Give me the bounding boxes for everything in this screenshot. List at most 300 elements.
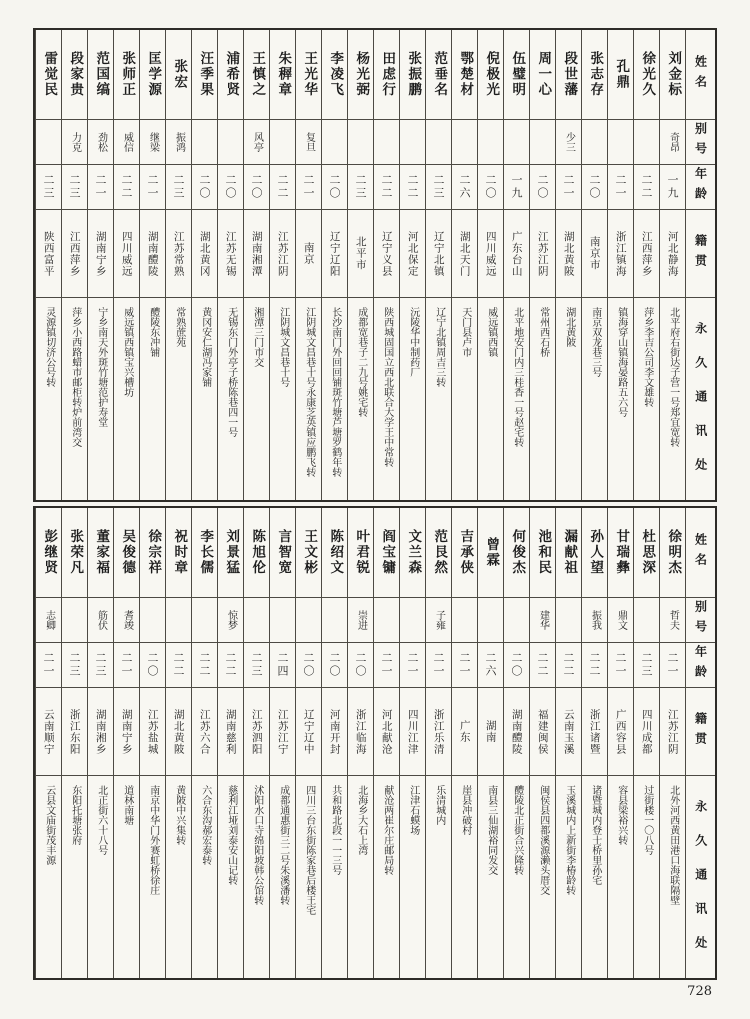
- entry-column: [139, 30, 165, 500]
- entry-alias: 子雍: [426, 598, 451, 643]
- entry-native: 福建闽侯: [530, 688, 555, 776]
- entry-name: 段家贵: [62, 30, 87, 120]
- entry-age: 二〇: [140, 643, 165, 688]
- entry-native: 湖北黄冈: [192, 210, 217, 298]
- entry-alias: 振我: [582, 598, 607, 643]
- entry-name: 李凌飞: [322, 30, 347, 120]
- entry-column: [295, 30, 321, 500]
- entry-age: 二二: [166, 643, 191, 688]
- entry-name: 孙人望: [582, 508, 607, 598]
- entry-alias: [634, 120, 659, 165]
- entry-address: 常州西石桥: [537, 307, 549, 357]
- entry-native: 辽宁辽中: [296, 688, 321, 776]
- entry-age: 二二: [400, 165, 425, 210]
- entry-native: 南京市: [582, 210, 607, 298]
- entry-column: [35, 508, 61, 978]
- entry-age: 二一: [374, 643, 399, 688]
- entry-column: [425, 508, 451, 978]
- entry-column: [61, 508, 87, 978]
- entry-native: 湖南宁乡: [88, 210, 113, 298]
- entry-alias: [426, 120, 451, 165]
- header-name: 姓名: [686, 508, 715, 598]
- entry-alias: [270, 598, 295, 643]
- entry-name: 王慎之: [244, 30, 269, 120]
- entry-address: 镇海穿山镇海晏路五六号: [615, 307, 627, 417]
- entry-native: 湖南醴陵: [140, 210, 165, 298]
- entry-native: 河南开封: [322, 688, 347, 776]
- entry-address: 威远镇西镇: [485, 307, 497, 357]
- entry-name: 吴俊德: [114, 508, 139, 598]
- entry-native: 辽宁义县: [374, 210, 399, 298]
- entry-alias: [36, 120, 61, 165]
- entry-column: [581, 30, 607, 500]
- entry-age: 二一: [426, 643, 451, 688]
- entry-address: 乐清城内: [433, 785, 445, 825]
- entry-column: [581, 508, 607, 978]
- entry-alias: [400, 120, 425, 165]
- entry-age: 二〇: [322, 165, 347, 210]
- entry-column: [529, 30, 555, 500]
- entry-column: [217, 30, 243, 500]
- entry-alias: [244, 598, 269, 643]
- entry-native: 广东台山: [504, 210, 529, 298]
- entry-age: 二六: [478, 643, 503, 688]
- entry-column: [191, 508, 217, 978]
- entry-age: 二一: [296, 165, 321, 210]
- entry-address: 江津石蟆场: [407, 785, 419, 835]
- entry-column: [503, 508, 529, 978]
- page-number: 728: [687, 984, 712, 999]
- entry-native: 河北献沧: [374, 688, 399, 776]
- entry-alias: 劲松: [88, 120, 113, 165]
- entry-name: 匡学源: [140, 30, 165, 120]
- entry-native: 江西萍乡: [634, 210, 659, 298]
- entry-alias: [452, 598, 477, 643]
- entry-alias: [504, 120, 529, 165]
- entry-name: 孔鼎: [608, 30, 633, 120]
- entry-column: [113, 30, 139, 500]
- entry-address: 天门县卢市: [459, 307, 471, 357]
- entry-native: 江苏江阴: [660, 688, 685, 776]
- entry-age: 二〇: [192, 165, 217, 210]
- entry-native: 辽宁北镇: [426, 210, 451, 298]
- entry-native: 浙江乐清: [426, 688, 451, 776]
- entry-native: 江西萍乡: [62, 210, 87, 298]
- entry-native: 浙江诸暨: [582, 688, 607, 776]
- entry-name: 张荣凡: [62, 508, 87, 598]
- entry-address: 湖北黄陂: [563, 307, 575, 347]
- entry-column: [477, 30, 503, 500]
- entry-alias: 耆竣: [114, 598, 139, 643]
- entry-native: 云南玉溪: [556, 688, 581, 776]
- entry-address: 醴陵北正街合兴隆转: [511, 785, 523, 875]
- entry-native: 四川成都: [634, 688, 659, 776]
- entry-native: 江苏江宁: [270, 688, 295, 776]
- entry-age: 二三: [634, 643, 659, 688]
- entry-column: [555, 508, 581, 978]
- entry-alias: [478, 120, 503, 165]
- entry-name: 张宏: [166, 30, 191, 120]
- entry-column: [269, 30, 295, 500]
- entry-address: 北正街六十八号: [95, 785, 107, 855]
- entry-age: 二〇: [530, 165, 555, 210]
- entry-native: 四川威远: [114, 210, 139, 298]
- entry-address: 无锡东门外亭子桥陈巷四一号: [225, 307, 237, 437]
- entry-column: [139, 508, 165, 978]
- entry-age: 二一: [452, 643, 477, 688]
- entry-age: 二〇: [218, 165, 243, 210]
- entry-native: 云南顺宁: [36, 688, 61, 776]
- entry-age: 二一: [114, 643, 139, 688]
- entry-column: [347, 508, 373, 978]
- entry-native: 四川江津: [400, 688, 425, 776]
- entry-alias: [218, 120, 243, 165]
- entry-native: 江苏无锡: [218, 210, 243, 298]
- entry-name: 范艮然: [426, 508, 451, 598]
- entry-age: 二三: [426, 165, 451, 210]
- entry-address: 诸暨城内登士桥里孙宅: [589, 785, 601, 885]
- entry-age: 二二: [270, 165, 295, 210]
- entry-address: 沭阳水口寺绵阳坡韩公馆转: [251, 785, 263, 905]
- entry-column: [633, 30, 659, 500]
- entry-name: 王文彬: [296, 508, 321, 598]
- entry-native: 江苏六合: [192, 688, 217, 776]
- entry-column: [607, 508, 633, 978]
- entry-age: 二〇: [504, 643, 529, 688]
- header-native: 籍贯: [686, 688, 715, 776]
- entry-alias: [530, 120, 555, 165]
- entry-age: 二二: [634, 165, 659, 210]
- header-alias: 别号: [686, 598, 715, 643]
- entry-native: 湖南: [478, 688, 503, 776]
- entry-name: 田虑行: [374, 30, 399, 120]
- entry-column: [165, 30, 191, 500]
- entry-name: 杜思深: [634, 508, 659, 598]
- entry-name: 甘瑞彝: [608, 508, 633, 598]
- entry-address: 六合东沟郝宏泰转: [199, 785, 211, 865]
- entry-age: 二二: [114, 165, 139, 210]
- entry-age: 二一: [608, 643, 633, 688]
- entry-age: 一九: [504, 165, 529, 210]
- entry-alias: [478, 598, 503, 643]
- entry-column: [321, 508, 347, 978]
- entry-name: 吉承侠: [452, 508, 477, 598]
- entry-address: 崖县冲破村: [459, 785, 471, 835]
- entry-native: 河北静海: [660, 210, 685, 298]
- entry-name: 张振鹏: [400, 30, 425, 120]
- entry-column: [659, 508, 685, 978]
- register-table-bottom: [33, 506, 717, 980]
- entry-address: 湘潭三门市交: [251, 307, 263, 367]
- entry-alias: 威信: [114, 120, 139, 165]
- entry-native: 河北保定: [400, 210, 425, 298]
- entry-alias: 力克: [62, 120, 87, 165]
- entry-alias: [400, 598, 425, 643]
- entry-native: 湖北天门: [452, 210, 477, 298]
- entry-column: [113, 508, 139, 978]
- entry-age: 二六: [452, 165, 477, 210]
- entry-alias: [452, 120, 477, 165]
- entry-name: 文兰森: [400, 508, 425, 598]
- entry-alias: 惊梦: [218, 598, 243, 643]
- entry-alias: [322, 120, 347, 165]
- entry-native: 江苏盐城: [140, 688, 165, 776]
- entry-address: 北平府右街达子营一号郑宜宽转: [667, 307, 679, 447]
- entry-native: 湖南醴陵: [504, 688, 529, 776]
- entry-native: 湖南湘潭: [244, 210, 269, 298]
- entry-name: 周一心: [530, 30, 555, 120]
- entry-name: 杨光弼: [348, 30, 373, 120]
- entry-alias: [62, 598, 87, 643]
- entry-column: [61, 30, 87, 500]
- entry-native: 南京: [296, 210, 321, 298]
- entry-column: [451, 30, 477, 500]
- entry-name: 鄂楚材: [452, 30, 477, 120]
- entry-name: 雷觉民: [36, 30, 61, 120]
- entry-native: 湖北黄陂: [166, 688, 191, 776]
- entry-age: 二三: [244, 643, 269, 688]
- entry-column: [399, 508, 425, 978]
- entry-column: [165, 508, 191, 978]
- entry-column: [633, 508, 659, 978]
- entry-address: 长沙南门外回回铺斑竹塘芦塘罗鹤年转: [329, 307, 341, 477]
- entry-column: [503, 30, 529, 500]
- entry-age: 二一: [140, 165, 165, 210]
- entry-address: 北海乡大石上湾: [355, 785, 367, 855]
- entry-name: 言智宽: [270, 508, 295, 598]
- entry-column: [243, 30, 269, 500]
- entry-alias: [192, 120, 217, 165]
- entry-native: 陕西富平: [36, 210, 61, 298]
- entry-alias: [374, 120, 399, 165]
- entry-column: [295, 508, 321, 978]
- entry-address: 宁乡南天外斑竹塘范护寿堂: [95, 307, 107, 427]
- entry-address: 醴陵东冲铺: [147, 307, 159, 357]
- entry-native: 湖南宁乡: [114, 688, 139, 776]
- entry-name: 倪极光: [478, 30, 503, 120]
- entry-native: 浙江东阳: [62, 688, 87, 776]
- entry-alias: [166, 598, 191, 643]
- entry-native: 四川威远: [478, 210, 503, 298]
- entry-column: [373, 30, 399, 500]
- entry-age: 二三: [166, 165, 191, 210]
- entry-alias: 风亭: [244, 120, 269, 165]
- entry-age: 二一: [608, 165, 633, 210]
- entry-age: 二二: [530, 643, 555, 688]
- entry-address: 威远镇西镇宝兴槽坊: [121, 307, 133, 397]
- entry-name: 徐光久: [634, 30, 659, 120]
- entry-alias: [374, 598, 399, 643]
- entry-native: 北平市: [348, 210, 373, 298]
- entry-age: 二二: [374, 165, 399, 210]
- entry-alias: 振鸿: [166, 120, 191, 165]
- entry-column: [477, 508, 503, 978]
- entry-column: [555, 30, 581, 500]
- entry-age: 二二: [556, 643, 581, 688]
- entry-address: 道林南塘: [121, 785, 133, 825]
- entry-age: 二〇: [478, 165, 503, 210]
- entry-name: 祝时章: [166, 508, 191, 598]
- entry-native: 江苏江阴: [270, 210, 295, 298]
- entry-name: 陈绍文: [322, 508, 347, 598]
- header-name: 姓名: [686, 30, 715, 120]
- entry-alias: 少三: [556, 120, 581, 165]
- entry-name: 伍璧明: [504, 30, 529, 120]
- entry-address: 成都宽巷子二九号姚宅转: [355, 307, 367, 417]
- entry-column: [87, 508, 113, 978]
- entry-column: [269, 508, 295, 978]
- entry-age: 二一: [556, 165, 581, 210]
- entry-column: [607, 30, 633, 500]
- entry-native: 浙江临海: [348, 688, 373, 776]
- entry-name: 何俊杰: [504, 508, 529, 598]
- entry-native: 浙江镇海: [608, 210, 633, 298]
- header-age: 年龄: [686, 643, 715, 688]
- entry-age: 二一: [88, 165, 113, 210]
- entry-alias: 建华: [530, 598, 555, 643]
- entry-name: 徐明杰: [660, 508, 685, 598]
- entry-column: [217, 508, 243, 978]
- entry-address: 陕西城固国立西北联合大学王中常转: [381, 307, 393, 467]
- entry-age: 二三: [88, 643, 113, 688]
- entry-alias: [140, 598, 165, 643]
- entry-age: 一九: [660, 165, 685, 210]
- entry-column: [529, 508, 555, 978]
- entry-address: 北外河西黄田港口海联隔壁: [667, 785, 679, 905]
- entry-age: 二三: [62, 643, 87, 688]
- entry-name: 范国缟: [88, 30, 113, 120]
- entry-name: 段世藩: [556, 30, 581, 120]
- entry-column: [321, 30, 347, 500]
- entry-address: 江阴城文昌巷十号永康芝英镇应鹏飞转: [303, 307, 315, 477]
- entry-column: [35, 30, 61, 500]
- entry-alias: [296, 598, 321, 643]
- entry-address: 黄陂中兴集转: [173, 785, 185, 845]
- entry-alias: [322, 598, 347, 643]
- entry-column: [659, 30, 685, 500]
- entry-address: 共和路北段一一三号: [329, 785, 341, 875]
- entry-age: 二一: [400, 643, 425, 688]
- entry-name: 王光华: [296, 30, 321, 120]
- register-table-top: [33, 28, 717, 502]
- header-column: [685, 30, 715, 500]
- entry-name: 张志存: [582, 30, 607, 120]
- entry-alias: [608, 120, 633, 165]
- entry-name: 刘金标: [660, 30, 685, 120]
- entry-address: 常熟蔗苑: [173, 307, 185, 347]
- entry-alias: 志卿: [36, 598, 61, 643]
- entry-age: 二二: [582, 643, 607, 688]
- header-column: [685, 508, 715, 978]
- header-address: 永久通讯处: [693, 322, 708, 492]
- entry-alias: [582, 120, 607, 165]
- entry-address: 云县文庙街茂丰源: [43, 785, 55, 865]
- entry-column: [425, 30, 451, 500]
- header-age: 年龄: [686, 165, 715, 210]
- entry-address: 过街楼一〇八号: [641, 785, 653, 855]
- entry-alias: [348, 120, 373, 165]
- header-native: 籍贯: [686, 210, 715, 298]
- entry-address: 慈利江垭刘泰安山记转: [225, 785, 237, 885]
- entry-age: 二二: [218, 643, 243, 688]
- entry-alias: 崇进: [348, 598, 373, 643]
- entry-age: 二〇: [296, 643, 321, 688]
- entry-address: 北平地安门内三桂香一号赵宅转: [511, 307, 523, 447]
- entry-address: 黄冈安仁湖冯家铺: [199, 307, 211, 387]
- entry-name: 张师正: [114, 30, 139, 120]
- entry-native: 湖南慈利: [218, 688, 243, 776]
- entry-alias: 筋伏: [88, 598, 113, 643]
- entry-native: 辽宁辽阳: [322, 210, 347, 298]
- entry-native: 湖南湘乡: [88, 688, 113, 776]
- entry-address: 玉溪城内上新街李椿龄转: [563, 785, 575, 895]
- entry-alias: [504, 598, 529, 643]
- entry-name: 李长儒: [192, 508, 217, 598]
- entry-column: [243, 508, 269, 978]
- entry-name: 彭继贤: [36, 508, 61, 598]
- entry-address: 沅陵华中制药厂: [407, 307, 419, 377]
- entry-column: [191, 30, 217, 500]
- entry-name: 徐宗祥: [140, 508, 165, 598]
- entry-alias: 继梁: [140, 120, 165, 165]
- entry-age: 二三: [62, 165, 87, 210]
- entry-native: 江苏常熟: [166, 210, 191, 298]
- entry-native: 湖北黄陂: [556, 210, 581, 298]
- entry-age: 二〇: [322, 643, 347, 688]
- entry-name: 朱稺章: [270, 30, 295, 120]
- entry-address: 四川三台东街陈家巷后楼王宅: [303, 785, 315, 915]
- entry-column: [87, 30, 113, 500]
- entry-name: 浦希贤: [218, 30, 243, 120]
- entry-column: [399, 30, 425, 500]
- entry-address: 献沧两崔尔庄邮局转: [381, 785, 393, 875]
- entry-age: 二一: [660, 643, 685, 688]
- entry-address: 江阴城文昌巷十号: [277, 307, 289, 387]
- entry-native: 广西容县: [608, 688, 633, 776]
- entry-address: 萍乡小西路蜡市邮柜转炉前湾交: [69, 307, 81, 447]
- entry-address: 南京双龙巷三号: [589, 307, 601, 377]
- entry-alias: 奇昂: [660, 120, 685, 165]
- entry-alias: 哲夫: [660, 598, 685, 643]
- entry-name: 范垂名: [426, 30, 451, 120]
- entry-name: 漏献祖: [556, 508, 581, 598]
- entry-name: 叶君锐: [348, 508, 373, 598]
- entry-address: 灵源镇切济公号转: [43, 307, 55, 387]
- entry-alias: [556, 598, 581, 643]
- entry-age: 二〇: [582, 165, 607, 210]
- entry-name: 曾霖: [478, 508, 503, 598]
- entry-age: 二三: [36, 165, 61, 210]
- entry-native: 广东: [452, 688, 477, 776]
- entry-column: [347, 30, 373, 500]
- entry-alias: 鼎文: [608, 598, 633, 643]
- entry-name: 董家福: [88, 508, 113, 598]
- entry-address: 闽侯县四都溪源濑头厝交: [537, 785, 549, 895]
- entry-age: 二三: [348, 165, 373, 210]
- entry-native: 江苏泗阳: [244, 688, 269, 776]
- page-content: [33, 28, 717, 980]
- entry-column: [373, 508, 399, 978]
- entry-address: 容县梁裕兴转: [615, 785, 627, 845]
- entry-address: 南县三仙湖裕同发交: [485, 785, 497, 875]
- entry-alias: 复旦: [296, 120, 321, 165]
- entry-alias: [192, 598, 217, 643]
- entry-age: 二〇: [348, 643, 373, 688]
- entry-address: 南京中华门外赛虹桥徐庄: [147, 785, 159, 895]
- entry-name: 池和民: [530, 508, 555, 598]
- entry-address: 萍乡李吉公司李文雄转: [641, 307, 653, 407]
- entry-age: 二〇: [244, 165, 269, 210]
